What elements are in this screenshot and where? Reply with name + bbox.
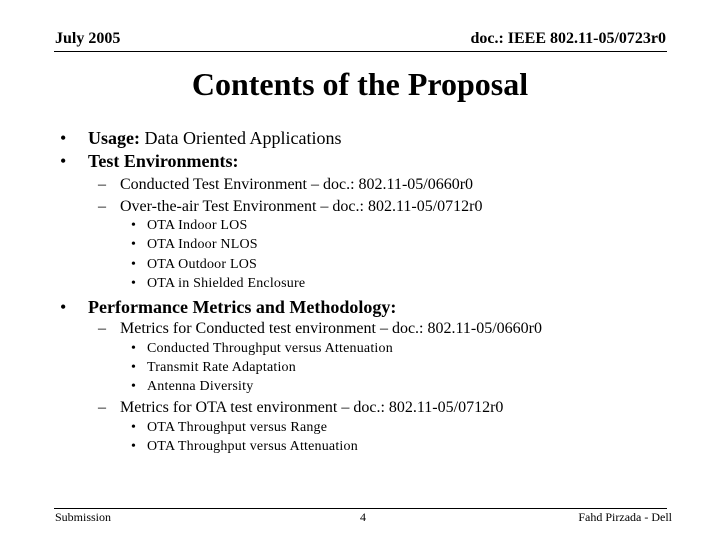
header-divider: [54, 51, 667, 52]
test-env-item: [98, 198, 483, 216]
header-doc-id: doc.: IEEE 802.11-05/0723r0: [470, 30, 666, 47]
dash-icon: –: [98, 399, 106, 416]
bullet-dot-icon: •: [131, 276, 137, 291]
ota-metric-item-text: OTA Throughput versus Range: [147, 420, 328, 435]
ota-metrics: [98, 399, 504, 417]
conducted-item: [131, 360, 296, 376]
perf-label: Performance Metrics and Methodology:: [88, 297, 397, 317]
dash-icon: –: [98, 320, 106, 337]
bullet-performance-metrics: [60, 297, 397, 318]
bullet-dot-icon: •: [60, 128, 67, 148]
usage-text: Data Oriented Applications: [140, 128, 342, 148]
header-date: July 2005: [55, 30, 121, 47]
ota-item: [131, 276, 306, 292]
bullet-dot-icon: •: [131, 360, 137, 375]
ota-metric-item: [131, 439, 358, 455]
ota-item: [131, 218, 248, 234]
ota-metric-item-text: OTA Throughput versus Attenuation: [147, 439, 358, 454]
conducted-metrics-text: Metrics for Conducted test environment – doc.: 802.11-05/0660r0: [120, 320, 542, 337]
ota-item: [131, 257, 257, 273]
test-env-item: [98, 176, 474, 194]
footer-page-number: 4: [360, 510, 366, 524]
bullet-dot-icon: •: [131, 420, 137, 435]
bullet-dot-icon: •: [131, 257, 137, 272]
ota-metric-item: [131, 420, 328, 436]
ota-item-text: OTA Outdoor LOS: [147, 257, 257, 272]
usage-label: Usage:: [88, 128, 140, 148]
footer-author: Fahd Pirzada - Dell: [578, 510, 672, 524]
ota-item-text: OTA in Shielded Enclosure: [147, 276, 306, 291]
slide-title: Contents of the Proposal: [191, 66, 529, 102]
bullet-dot-icon: •: [131, 237, 137, 252]
ota-item-text: OTA Indoor NLOS: [147, 237, 258, 252]
ota-metrics-text: Metrics for OTA test environment – doc.: 802.11-05/0712r0: [120, 399, 504, 416]
bullet-dot-icon: •: [131, 341, 137, 356]
conducted-item-text: Transmit Rate Adaptation: [147, 360, 296, 375]
dash-icon: –: [98, 198, 106, 215]
bullet-test-environments: [60, 151, 239, 172]
conducted-item-text: Conducted Throughput versus Attenuation: [147, 341, 393, 356]
bullet-dot-icon: •: [131, 218, 137, 233]
conducted-item: [131, 379, 254, 395]
bullet-dot-icon: •: [131, 439, 137, 454]
ota-item: [131, 237, 258, 253]
conducted-item-text: Antenna Diversity: [147, 379, 254, 394]
test-env-item-text: Conducted Test Environment – doc.: 802.11-05/0660r0: [120, 176, 474, 193]
conducted-metrics: [98, 320, 542, 338]
footer-divider: [54, 508, 667, 509]
bullet-dot-icon: •: [60, 151, 67, 171]
footer-submission: Submission: [55, 510, 112, 524]
bullet-dot-icon: •: [131, 379, 137, 394]
bullet-usage: [60, 128, 342, 149]
test-env-label: Test Environments:: [88, 151, 239, 171]
conducted-item: [131, 341, 393, 357]
dash-icon: –: [98, 176, 106, 193]
test-env-item-text: Over-the-air Test Environment – doc.: 802.11-05/0712r0: [120, 198, 483, 215]
ota-item-text: OTA Indoor LOS: [147, 218, 248, 233]
bullet-dot-icon: •: [60, 297, 67, 317]
